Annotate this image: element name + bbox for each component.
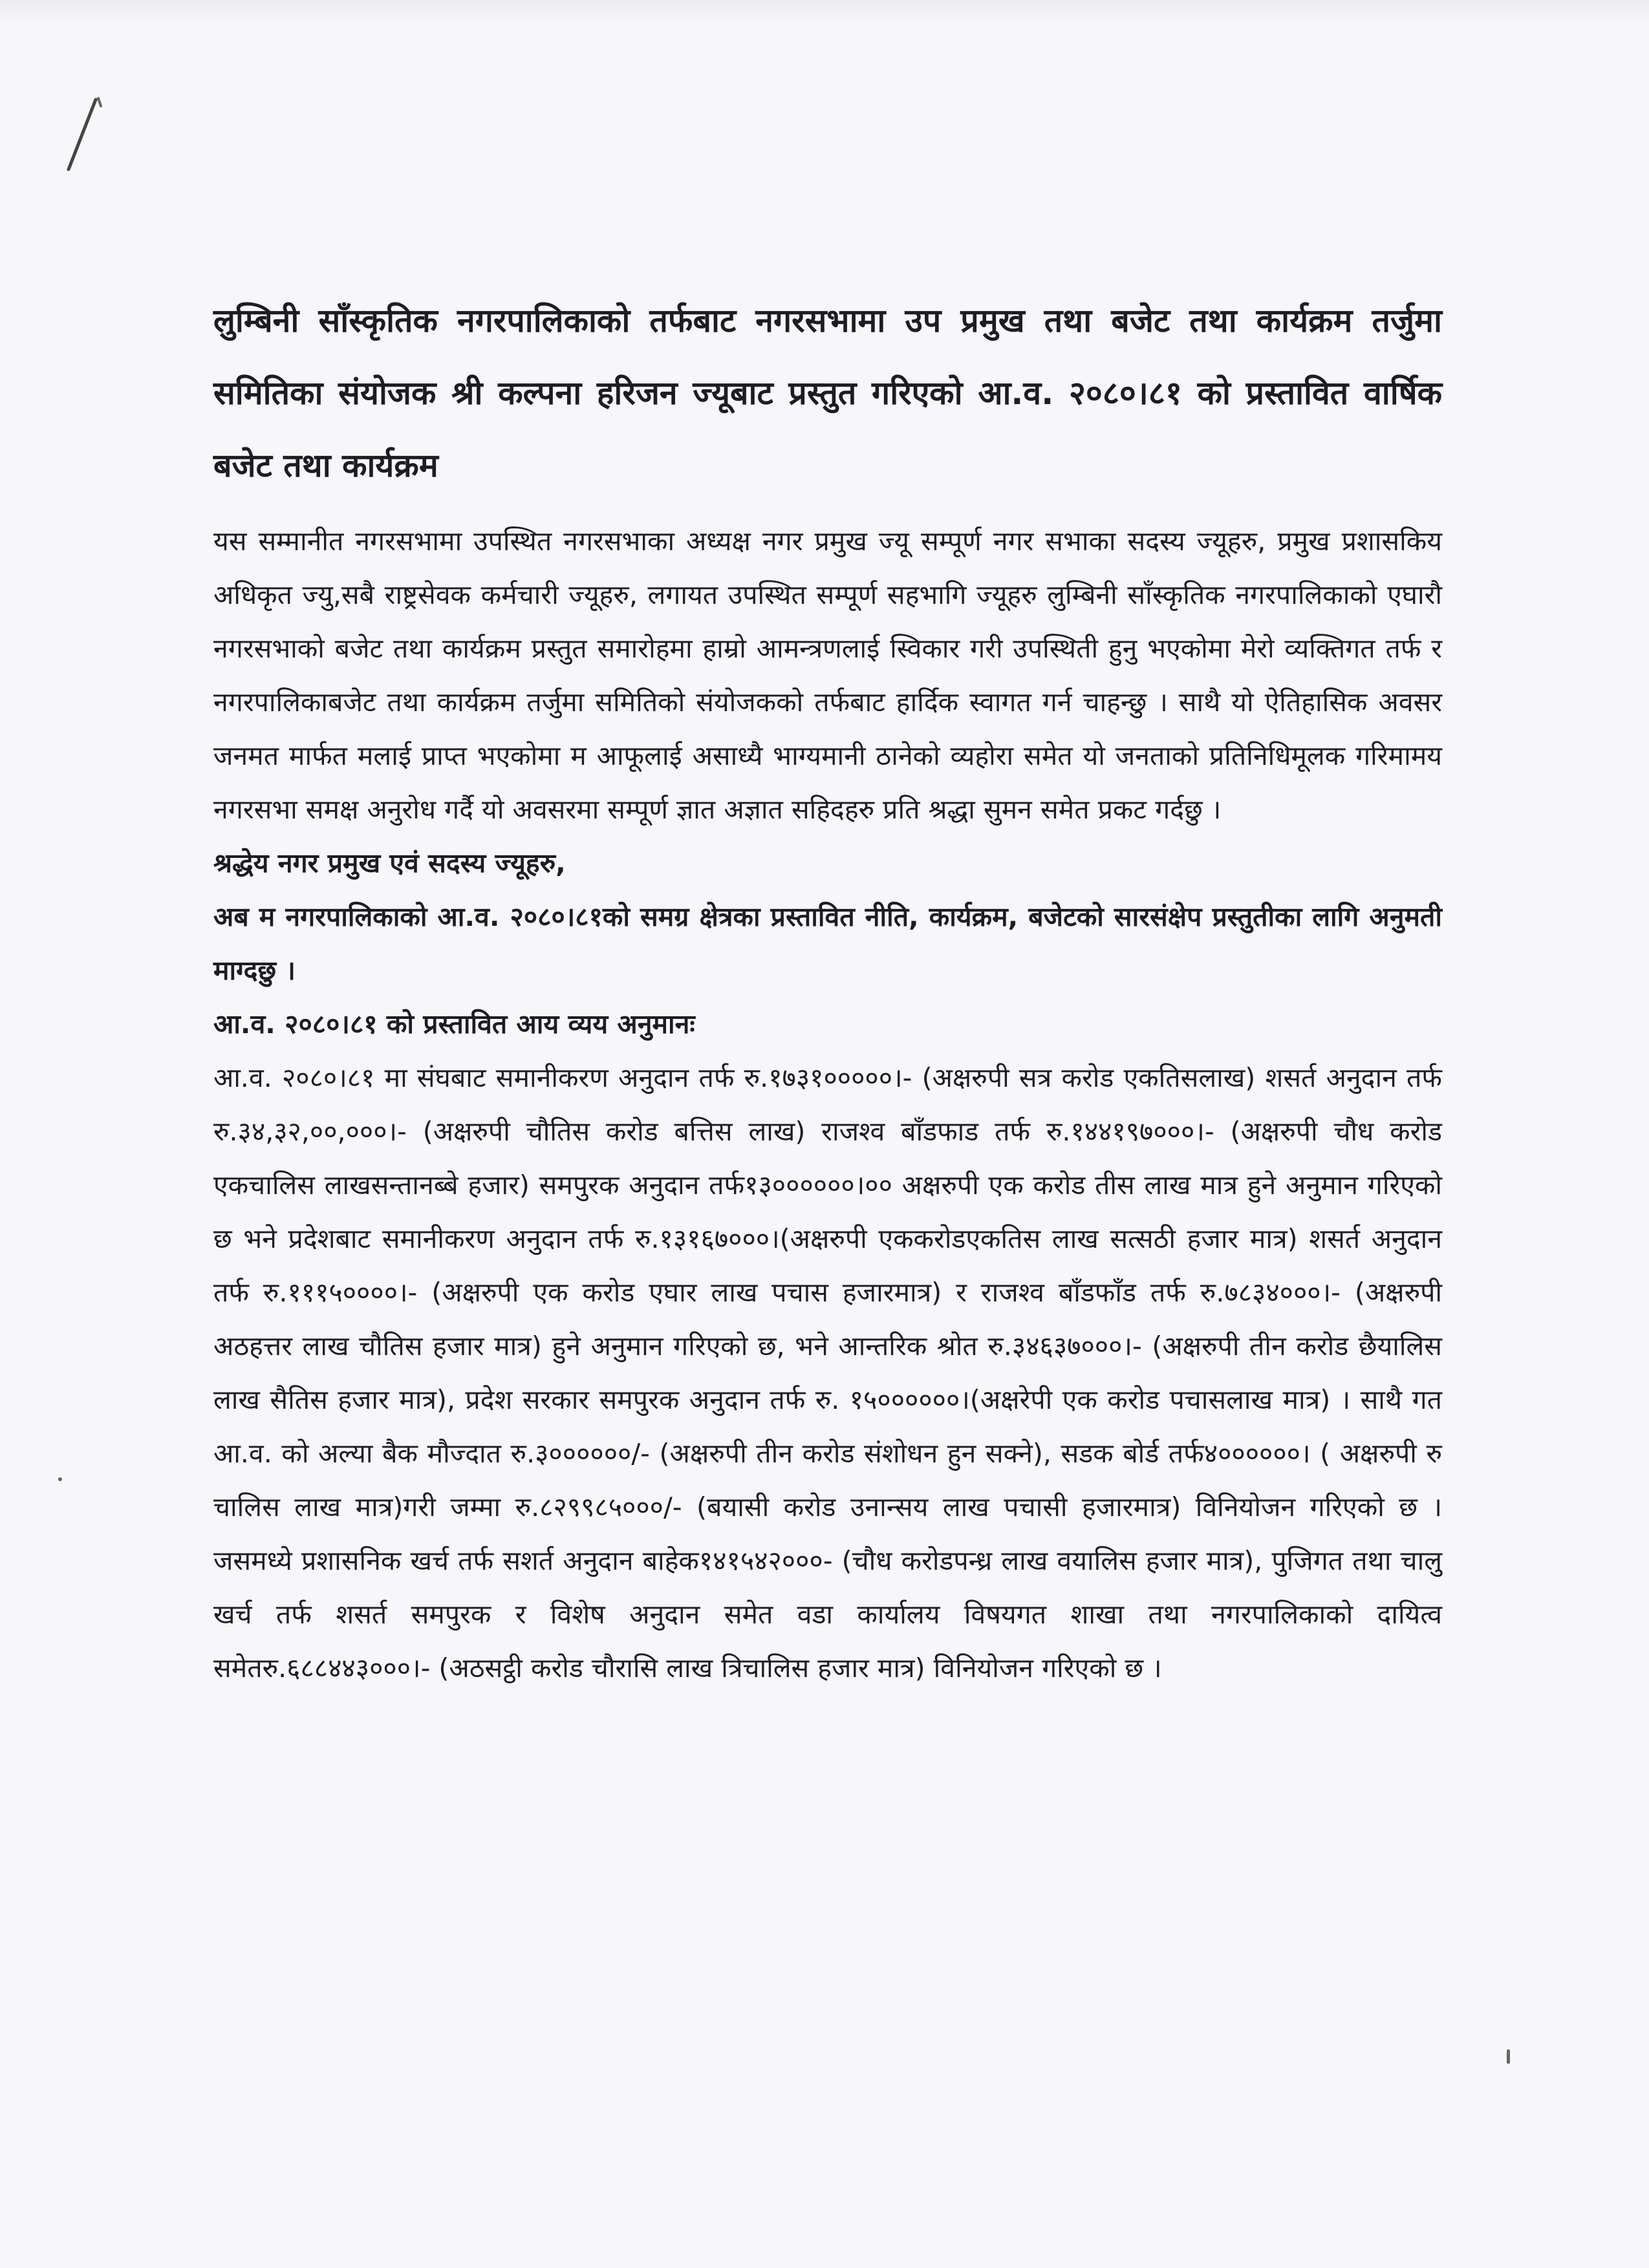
document-body [213, 515, 1442, 1695]
scan-speck [1507, 2049, 1510, 2064]
document-page [213, 284, 1442, 1695]
salutation: श्रद्धेय नगर प्रमुख एवं सदस्य ज्यूहरु, [213, 848, 566, 879]
scan-speck [58, 1477, 62, 1481]
document-title: लुम्बिनी साँस्कृतिक नगरपालिकाको तर्फबाट नगरसभामा उप प्रमुख तथा बजेट तथा कार्यक्रम तर्जुमा समितिका संयोजक श्री कल्पना हरिजन ज्यूबाट प्रस्तुत गरिएको आ.व. २०८०।८१ को प्रस्तावित वार्षिक बजेट तथा कार्यक्रम [213, 302, 1442, 484]
section-heading: आ.व. २०८०।८१ को प्रस्तावित आय व्यय अनुमानः [213, 1009, 695, 1040]
opening-paragraph: यस सम्मानीत नगरसभामा उपस्थित नगरसभाका अध्यक्ष नगर प्रमुख ज्यू सम्पूर्ण नगर सभाका सदस्य ज्यूहरु, प्रमुख प्रशासकिय अधिकृत ज्यु,सबै राष्ट्रसेवक कर्मचारी ज्यूहरु, लगायत उपस्थित सम्पूर्ण सहभागि ज्यूहरु लुम्बिनी साँस्कृतिक नगरपालिकाको एघारौ नगरसभाको बजेट तथा कार्यक्रम प्रस्तुत समारोहमा हाम्रो आमन्त्रणलाई स्विकार गरी उपस्थिती हुनु भएकोमा मेरो व्यक्तिगत तर्फ र नगरपालिकाबजेट तथा कार्यक्रम तर्जुमा समितिको संयोजकको तर्फबाट हार्दिक स्वागत गर्न चाहन्छु । साथै यो ऐतिहासिक अवसर जनमत मार्फत मलाई प्राप्त भएकोमा म आफूलाई असाध्यै भाग्यमानी ठानेको व्यहोरा समेत यो जनताको प्रतिनिधिमूलक गरिमामय नगरसभा समक्ष अनुरोध गर्दै यो अवसरमा सम्पूर्ण ज्ञात अज्ञात सहिदहरु प्रति श्रद्धा सुमन समेत प्रकट गर्दछु । [213, 526, 1442, 825]
staple-mark [65, 97, 103, 175]
request-paragraph: अब म नगरपालिकाको आ.व. २०८०।८१को समग्र क्षेत्रका प्रस्तावित नीति, कार्यक्रम, बजेटको सारसंक्षेप प्रस्तुतीका लागि अनुमती माग्दछु । [213, 901, 1442, 986]
budget-paragraph: आ.व. २०८०।८१ मा संघबाट समानीकरण अनुदान तर्फ रु.१७३१०००००।- (अक्षरुपी सत्र करोड एकतिसलाख) शसर्त अनुदान तर्फ रु.३४,३२,००,०००।- (अक्षरुपी चौतिस करोड बत्तिस लाख) राजश्व बाँडफाड तर्फ रु.१४४१९७०००।- (अक्षरुपी चौध करोड एकचालिस लाखसन्तानब्बे हजार) समपुरक अनुदान तर्फ१३००००००।०० अक्षरुपी एक करोड तीस लाख मात्र हुने अनुमान गरिएको छ भने प्रदेशबाट समानीकरण अनुदान तर्फ रु.१३१६७०००।(अक्षरुपी एककरोडएकतिस लाख सत्सठी हजार मात्र) शसर्त अनुदान तर्फ रु.१११५००००।- (अक्षरुपी एक करोड एघार लाख पचास हजारमात्र) र राजश्व बाँडफाँड तर्फ रु.७८३४०००।- (अक्षरुपी अठहत्तर लाख चौतिस हजार मात्र) हुने अनुमान गरिएको छ, भने आन्तरिक श्रोत रु.३४६३७०००।- (अक्षरुपी तीन करोड छैयालिस लाख सैतिस हजार मात्र), प्रदेश सरकार समपुरक अनुदान तर्फ रु. १५००००००।(अक्षरेपी एक करोड पचासलाख मात्र) । साथै गत आ.व. को अल्या बैक मौज्दात रु.३००००००/- (अक्षरुपी तीन करोड संशोधन हुन सक्ने), सडक बोर्ड तर्फ४००००००। ( अक्षरुपी रु चालिस लाख मात्र)गरी जम्मा रु.८२९९८५०००/- (बयासी करोड उनान्सय लाख पचासी हजारमात्र) विनियोजन गरिएको छ । जसमध्ये प्रशासनिक खर्च तर्फ सशर्त अनुदान बाहेक१४१५४२०००- (चौध करोडपन्ध्र लाख वयालिस हजार मात्र), पुजिगत तथा चालु खर्च तर्फ शसर्त समपुरक र विशेष अनुदान समेत वडा कार्यालय विषयगत शाखा तथा नगरपालिकाको दायित्व समेतरु.६८८४४३०००।- (अठसट्ठी करोड चौरासि लाख त्रिचालिस हजार मात्र) विनियोजन गरिएको छ । [213, 1062, 1442, 1684]
scan-top-edge [0, 0, 1649, 26]
